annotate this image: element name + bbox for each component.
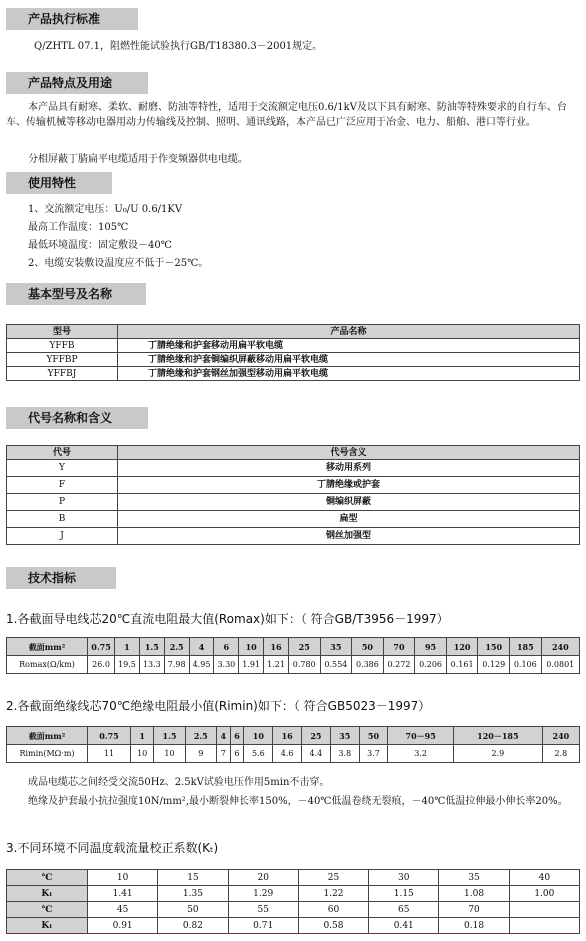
temperature-cell: 10	[88, 870, 158, 886]
models-table	[6, 324, 580, 381]
resistance-value-cell: 0.272	[383, 656, 415, 674]
resistance-header-cell: 50	[352, 638, 384, 656]
factor-cell: 1.08	[439, 886, 509, 902]
insulation-header-cell: 2.5	[185, 727, 216, 745]
temperature-cell: 20	[228, 870, 298, 886]
resistance-value-cell: 0.161	[446, 656, 478, 674]
code-meaning: 扁型	[118, 511, 580, 528]
table-row	[7, 367, 580, 381]
model-name: 丁腈绝缘和护套铜编织屏蔽移动用扁平软电缆	[118, 353, 580, 367]
resistance-header-cell: 120	[446, 638, 478, 656]
resistance-header-cell: 185	[510, 638, 542, 656]
temperature-cell: 55	[228, 902, 298, 918]
factor-cell: 0.71	[228, 918, 298, 934]
insulation-value-cell: 4.6	[273, 745, 302, 763]
temperature-cell: 70	[439, 902, 509, 918]
temperature-cell: 35	[439, 870, 509, 886]
resistance-value-cell: 19.5	[115, 656, 140, 674]
resistance-header-cell: 25	[288, 638, 320, 656]
resistance-header-label: 截面mm²	[7, 638, 88, 656]
resistance-header-cell: 1.5	[139, 638, 164, 656]
code-meaning: 丁腈绝缘或护套	[118, 477, 580, 494]
resistance-header-cell: 16	[264, 638, 289, 656]
resistance-header-cell: 35	[320, 638, 352, 656]
temperature-cell: 15	[158, 870, 228, 886]
table-row	[7, 745, 580, 763]
factor-cell: 1.29	[228, 886, 298, 902]
factor-label: Kₜ	[7, 918, 88, 934]
features-paragraph: 本产品具有耐寒、柔软、耐磨、防油等特性，适用于交流额定电压0.6/1kV及以下具有耐寒、防油等特殊要求的自行车、台车、传输机械等移动电器用动力传输线及控制、照明、通讯线路，本产品已广泛应用于冶金、电力、船舶、港口等行业。	[6, 102, 567, 128]
insulation-header-label: 截面mm²	[7, 727, 88, 745]
insulation-value-cell: 3.2	[388, 745, 454, 763]
factor-cell: 1.22	[298, 886, 368, 902]
factor-cell: 1.15	[369, 886, 439, 902]
table-caption-resistance: 1.各截面导电线芯20℃直流电阻最大值(Romax)如下：（ 符合GB/T3956－1997）	[6, 612, 449, 626]
insulation-header-cell: 70－95	[388, 727, 454, 745]
code: J	[7, 528, 118, 545]
model-code: YFFB	[7, 339, 118, 353]
resistance-header-cell: 240	[541, 638, 579, 656]
table-row	[7, 528, 580, 545]
insulation-header-cell: 50	[359, 727, 388, 745]
table-row	[7, 460, 580, 477]
temperature-cell: 30	[369, 870, 439, 886]
usage-line: 最高工作温度：105℃	[28, 222, 129, 233]
resistance-value-label: Romax(Ω/km)	[7, 656, 88, 674]
usage-line: 最低环境温度：固定敷设－40℃	[28, 240, 172, 251]
insulation-header-cell: 120－185	[453, 727, 542, 745]
resistance-value-cell: 1.91	[239, 656, 264, 674]
table-row	[7, 870, 580, 886]
insulation-value-cell: 10	[154, 745, 185, 763]
factor-cell: 1.35	[158, 886, 228, 902]
section-header-features: 产品特点及用途	[6, 72, 148, 94]
code: B	[7, 511, 118, 528]
resistance-header-cell: 4	[189, 638, 214, 656]
resistance-header-cell: 95	[415, 638, 447, 656]
table-row	[7, 353, 580, 367]
factor-cell: 0.82	[158, 918, 228, 934]
insulation-header-cell: 1	[130, 727, 153, 745]
section-header-models: 基本型号及名称	[6, 283, 146, 305]
code-meaning: 移动用系列	[118, 460, 580, 477]
code-meaning: 钢丝加强型	[118, 528, 580, 545]
insulation-value-cell: 3.7	[359, 745, 388, 763]
resistance-value-cell: 7.98	[164, 656, 189, 674]
temperature-cell: 40	[509, 870, 579, 886]
insulation-header-cell: 0.75	[88, 727, 131, 745]
model-name: 丁腈绝缘和护套钢丝加强型移动用扁平软电缆	[118, 367, 580, 381]
factor-cell: 0.41	[369, 918, 439, 934]
table-header-cell: 产品名称	[118, 325, 580, 339]
temperature-label: ℃	[7, 902, 88, 918]
table-row	[7, 886, 580, 902]
resistance-table	[6, 637, 580, 674]
insulation-value-cell: 2.9	[453, 745, 542, 763]
resistance-value-cell: 26.0	[88, 656, 115, 674]
insulation-value-label: Rimin(MΩ·m)	[7, 745, 88, 763]
temperature-cell: 60	[298, 902, 368, 918]
resistance-header-cell: 150	[478, 638, 510, 656]
model-name: 丁腈绝缘和护套移动用扁平软电缆	[118, 339, 580, 353]
table-row	[7, 727, 580, 745]
insulation-value-cell: 10	[130, 745, 153, 763]
voltage-test-note: 成品电缆芯之间经受交流50Hz、2.5kV试验电压作用5min不击穿。	[28, 777, 330, 788]
table-row	[7, 918, 580, 934]
resistance-value-cell: 0.554	[320, 656, 352, 674]
insulation-value-cell: 5.6	[244, 745, 273, 763]
resistance-value-cell: 13.3	[139, 656, 164, 674]
resistance-header-cell: 6	[214, 638, 239, 656]
resistance-value-cell: 3.30	[214, 656, 239, 674]
table-caption-correction: 3.不同环境不同温度载流量校正系数(Kₜ)	[6, 841, 219, 855]
temperature-cell: 50	[158, 902, 228, 918]
resistance-value-cell: 1.21	[264, 656, 289, 674]
insulation-value-cell: 7	[216, 745, 230, 763]
resistance-value-cell: 0.129	[478, 656, 510, 674]
usage-line: 1、交流额定电压：U₀/U 0.6/1KV	[28, 204, 183, 215]
model-code: YFFBP	[7, 353, 118, 367]
table-row	[7, 494, 580, 511]
insulation-value-cell: 2.8	[542, 745, 579, 763]
insulation-header-cell: 1.5	[154, 727, 185, 745]
insulation-header-cell: 4	[216, 727, 230, 745]
insulation-value-cell: 9	[185, 745, 216, 763]
table-row	[7, 638, 580, 656]
factor-label: Kₜ	[7, 886, 88, 902]
table-header-cell: 代号含义	[118, 446, 580, 460]
resistance-value-cell: 0.780	[288, 656, 320, 674]
insulation-header-cell: 10	[244, 727, 273, 745]
table-header-cell: 代号	[7, 446, 118, 460]
resistance-value-cell: 0.386	[352, 656, 384, 674]
insulation-header-cell: 240	[542, 727, 579, 745]
insulation-header-cell: 25	[302, 727, 331, 745]
features-paragraph-2: 分相屏蔽丁腈扁平电缆适用于作变频器供电电缆。	[28, 154, 248, 165]
temperature-label: ℃	[7, 870, 88, 886]
code: Y	[7, 460, 118, 477]
table-row	[7, 511, 580, 528]
resistance-header-cell: 2.5	[164, 638, 189, 656]
factor-cell	[509, 918, 579, 934]
resistance-value-cell: 4.95	[189, 656, 214, 674]
correction-factor-table	[6, 869, 580, 934]
code: P	[7, 494, 118, 511]
code-meaning: 铜编织屏蔽	[118, 494, 580, 511]
mechanical-note: 绝缘及护套最小抗拉强度10N/mm²,最小断裂伸长率150%，－40℃低温卷绕无裂痕，－40℃低温拉伸最小伸长率20%。	[28, 796, 568, 807]
insulation-header-cell: 6	[230, 727, 244, 745]
insulation-value-cell: 11	[88, 745, 131, 763]
codes-table	[6, 445, 580, 545]
factor-cell: 1.00	[509, 886, 579, 902]
table-row	[7, 477, 580, 494]
table-row	[7, 656, 580, 674]
factor-cell: 0.58	[298, 918, 368, 934]
table-row	[7, 902, 580, 918]
insulation-table	[6, 726, 580, 763]
factor-cell: 1.41	[88, 886, 158, 902]
insulation-value-cell: 4.4	[302, 745, 331, 763]
model-code: YFFBJ	[7, 367, 118, 381]
table-row	[7, 339, 580, 353]
section-header-standard: 产品执行标准	[6, 8, 138, 30]
usage-line: 2、电缆安装敷设温度应不低于－25℃。	[28, 258, 209, 269]
section-header-tech: 技术指标	[6, 567, 116, 589]
table-caption-insulation: 2.各截面绝缘线芯70℃绝缘电阻最小值(Rimin)如下：（ 符合GB5023－1997）	[6, 699, 431, 713]
temperature-cell: 65	[369, 902, 439, 918]
table-header-cell: 型号	[7, 325, 118, 339]
resistance-header-cell: 0.75	[88, 638, 115, 656]
resistance-value-cell: 0.0801	[541, 656, 579, 674]
insulation-value-cell: 6	[230, 745, 244, 763]
resistance-value-cell: 0.106	[510, 656, 542, 674]
temperature-cell: 25	[298, 870, 368, 886]
temperature-cell: 45	[88, 902, 158, 918]
insulation-header-cell: 35	[330, 727, 359, 745]
section-header-usage: 使用特性	[6, 172, 112, 194]
factor-cell: 0.18	[439, 918, 509, 934]
resistance-header-cell: 70	[383, 638, 415, 656]
section-header-codes: 代号名称和含义	[6, 407, 148, 429]
insulation-header-cell: 16	[273, 727, 302, 745]
temperature-cell	[509, 902, 579, 918]
factor-cell: 0.91	[88, 918, 158, 934]
resistance-value-cell: 0.206	[415, 656, 447, 674]
resistance-header-cell: 1	[115, 638, 140, 656]
insulation-value-cell: 3.8	[330, 745, 359, 763]
standard-text: Q/ZHTL 07.1，阻燃性能试验执行GB/T18380.3－2001规定。	[34, 41, 323, 52]
code: F	[7, 477, 118, 494]
resistance-header-cell: 10	[239, 638, 264, 656]
